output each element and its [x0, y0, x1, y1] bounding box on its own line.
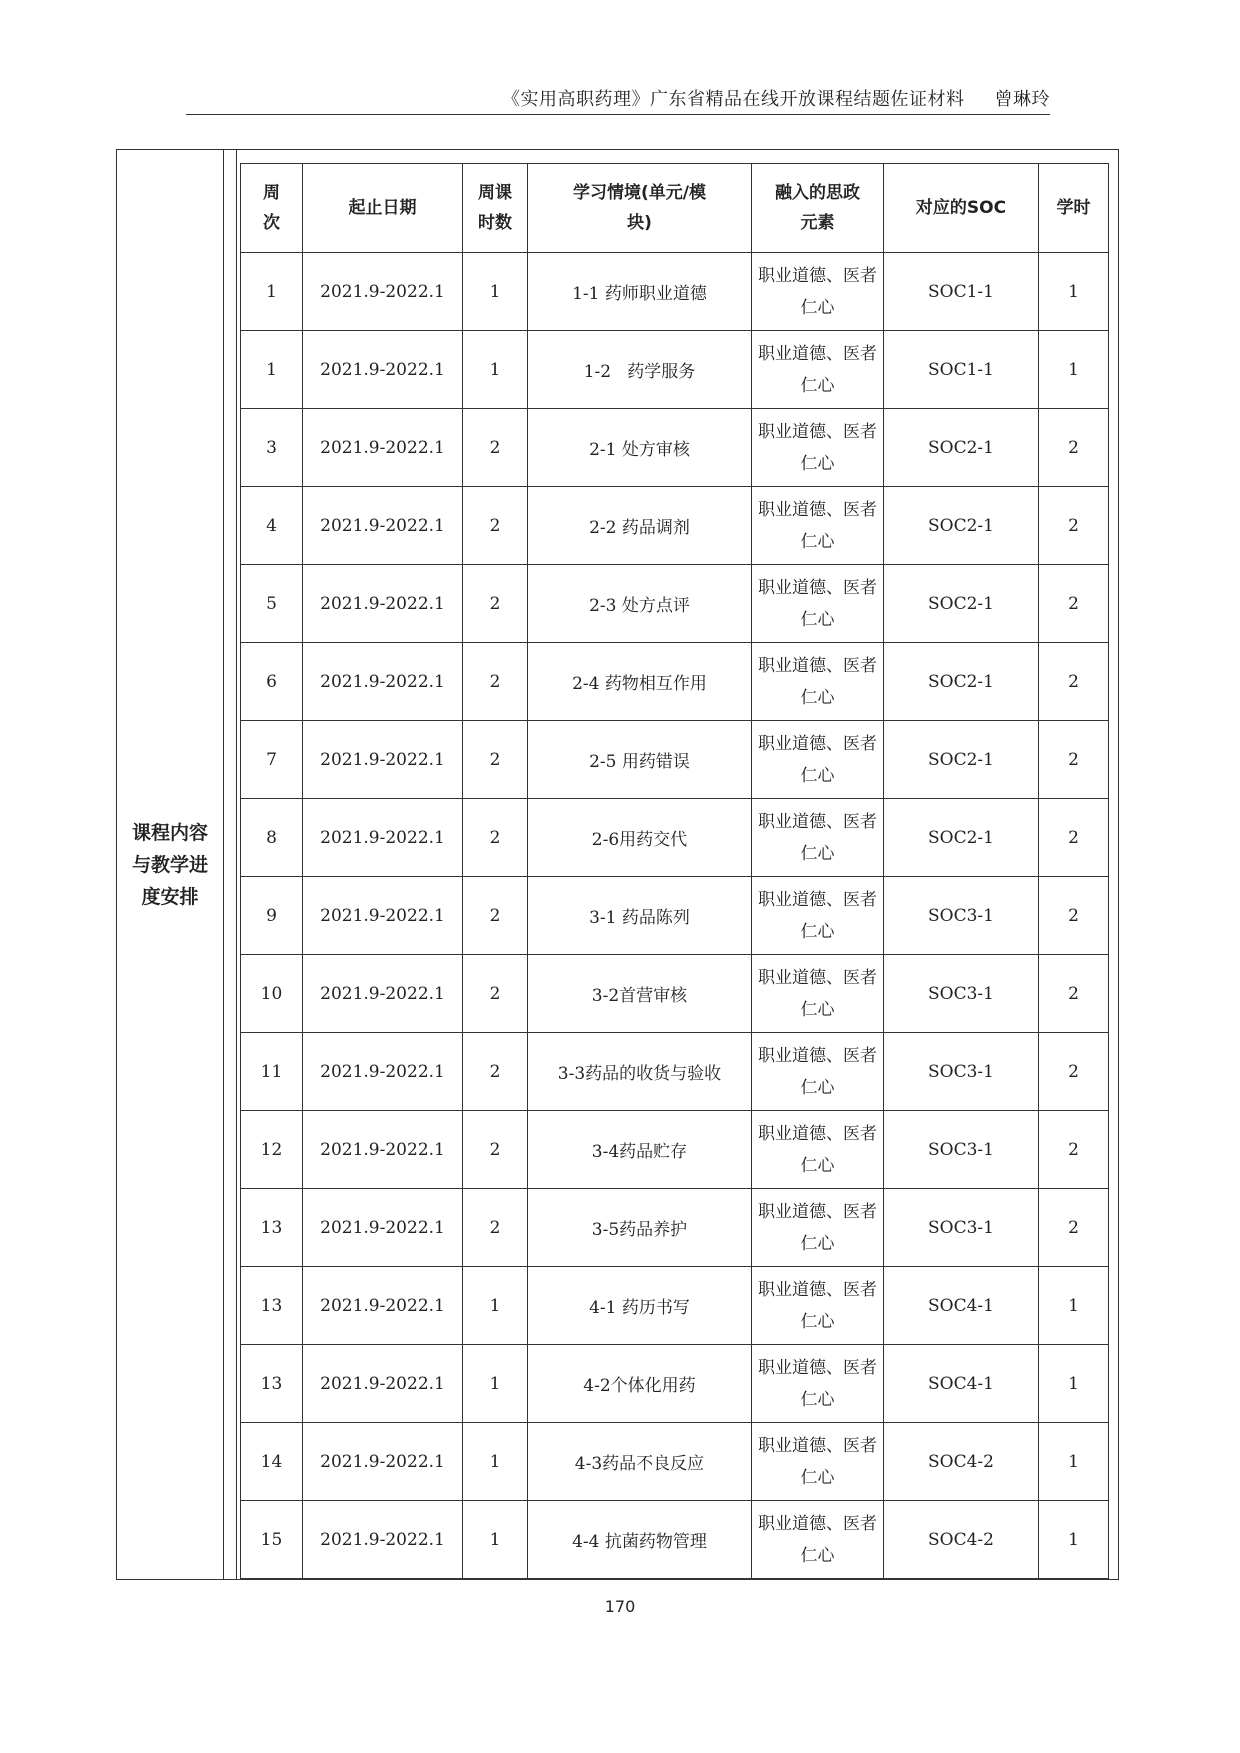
soc-cell: SOC2-1: [884, 409, 1039, 487]
weekly-hours-cell: 2: [463, 721, 528, 799]
table-row: [241, 1189, 1109, 1267]
weekly-hours-cell: 2: [463, 487, 528, 565]
col-header-week: 周次: [241, 164, 303, 253]
weekly-hours-cell: 2: [463, 565, 528, 643]
topic-cell: 2-6用药交代: [528, 799, 752, 877]
week-cell: 14: [241, 1423, 303, 1501]
topic-cell: 3-4药品贮存: [528, 1111, 752, 1189]
date-range-cell: 2021.9-2022.1: [303, 1111, 463, 1189]
date-range-cell: 2021.9-2022.1: [303, 331, 463, 409]
credit-hours-cell: 1: [1039, 331, 1109, 409]
date-range-cell: 2021.9-2022.1: [303, 721, 463, 799]
table-row: [241, 1267, 1109, 1345]
ideology-cell: 职业道德、医者仁心: [752, 1423, 884, 1501]
section-label: 课程内容与教学进度安排: [131, 821, 208, 908]
credit-hours-cell: 2: [1039, 409, 1109, 487]
soc-cell: SOC4-1: [884, 1345, 1039, 1423]
weekly-hours-cell: 2: [463, 799, 528, 877]
table-row: [241, 799, 1109, 877]
topic-cell: 2-3 处方点评: [528, 565, 752, 643]
date-range-cell: 2021.9-2022.1: [303, 799, 463, 877]
week-cell: 12: [241, 1111, 303, 1189]
soc-cell: SOC1-1: [884, 331, 1039, 409]
credit-hours-cell: 2: [1039, 877, 1109, 955]
date-range-cell: 2021.9-2022.1: [303, 1501, 463, 1579]
soc-cell: SOC2-1: [884, 799, 1039, 877]
week-cell: 11: [241, 1033, 303, 1111]
date-range-cell: 2021.9-2022.1: [303, 409, 463, 487]
table-row: [241, 877, 1109, 955]
date-range-cell: 2021.9-2022.1: [303, 253, 463, 331]
topic-cell: 1-2 药学服务: [528, 331, 752, 409]
table-body: [241, 253, 1109, 1579]
col-header-ideology-elements: 融入的思政元素: [752, 164, 884, 253]
credit-hours-cell: 2: [1039, 955, 1109, 1033]
table-row: [241, 1111, 1109, 1189]
section-label-cell: [117, 150, 224, 1579]
topic-cell: 3-1 药品陈列: [528, 877, 752, 955]
soc-cell: SOC2-1: [884, 721, 1039, 799]
credit-hours-cell: 2: [1039, 643, 1109, 721]
page-number: 170: [604, 1597, 636, 1616]
credit-hours-cell: 1: [1039, 1501, 1109, 1579]
weekly-hours-cell: 2: [463, 877, 528, 955]
ideology-cell: 职业道德、医者仁心: [752, 331, 884, 409]
ideology-cell: 职业道德、医者仁心: [752, 409, 884, 487]
table-row: [241, 643, 1109, 721]
weekly-hours-cell: 2: [463, 1189, 528, 1267]
weekly-hours-cell: 2: [463, 409, 528, 487]
topic-cell: 4-2个体化用药: [528, 1345, 752, 1423]
ideology-cell: 职业道德、医者仁心: [752, 1501, 884, 1579]
content-frame: [116, 149, 1119, 1580]
week-cell: 3: [241, 409, 303, 487]
col-header-dates: 起止日期: [303, 164, 463, 253]
credit-hours-cell: 2: [1039, 799, 1109, 877]
table-row: [241, 1033, 1109, 1111]
date-range-cell: 2021.9-2022.1: [303, 1033, 463, 1111]
weekly-hours-cell: 1: [463, 1267, 528, 1345]
date-range-cell: 2021.9-2022.1: [303, 1189, 463, 1267]
weekly-hours-cell: 2: [463, 1033, 528, 1111]
author-name: 曾琳玲: [994, 89, 1050, 110]
table-row: [241, 409, 1109, 487]
topic-cell: 2-4 药物相互作用: [528, 643, 752, 721]
credit-hours-cell: 1: [1039, 1345, 1109, 1423]
soc-cell: SOC4-1: [884, 1267, 1039, 1345]
date-range-cell: 2021.9-2022.1: [303, 1345, 463, 1423]
week-cell: 1: [241, 253, 303, 331]
credit-hours-cell: 2: [1039, 1111, 1109, 1189]
topic-cell: 3-3药品的收货与验收: [528, 1033, 752, 1111]
page-header: [186, 86, 1050, 114]
col-header-weekly-hours: 周课时数: [463, 164, 528, 253]
schedule-table: [240, 163, 1109, 1579]
topic-cell: 2-2 药品调剂: [528, 487, 752, 565]
week-cell: 4: [241, 487, 303, 565]
ideology-cell: 职业道德、医者仁心: [752, 1033, 884, 1111]
topic-cell: 4-4 抗菌药物管理: [528, 1501, 752, 1579]
ideology-cell: 职业道德、医者仁心: [752, 253, 884, 331]
inner-border: [236, 150, 237, 1579]
ideology-cell: 职业道德、医者仁心: [752, 565, 884, 643]
credit-hours-cell: 1: [1039, 1267, 1109, 1345]
table-row: [241, 1345, 1109, 1423]
table-row: [241, 1501, 1109, 1579]
ideology-cell: 职业道德、医者仁心: [752, 1189, 884, 1267]
week-cell: 10: [241, 955, 303, 1033]
weekly-hours-cell: 1: [463, 1345, 528, 1423]
date-range-cell: 2021.9-2022.1: [303, 877, 463, 955]
soc-cell: SOC2-1: [884, 643, 1039, 721]
credit-hours-cell: 2: [1039, 721, 1109, 799]
header-row: [241, 164, 1109, 253]
week-cell: 5: [241, 565, 303, 643]
weekly-hours-cell: 2: [463, 643, 528, 721]
week-cell: 13: [241, 1267, 303, 1345]
table-row: [241, 955, 1109, 1033]
ideology-cell: 职业道德、医者仁心: [752, 955, 884, 1033]
date-range-cell: 2021.9-2022.1: [303, 565, 463, 643]
topic-cell: 3-5药品养护: [528, 1189, 752, 1267]
date-range-cell: 2021.9-2022.1: [303, 1267, 463, 1345]
topic-cell: 1-1 药师职业道德: [528, 253, 752, 331]
table-row: [241, 565, 1109, 643]
weekly-hours-cell: 1: [463, 253, 528, 331]
soc-cell: SOC4-2: [884, 1423, 1039, 1501]
header-rule: [186, 114, 1050, 115]
credit-hours-cell: 2: [1039, 565, 1109, 643]
soc-cell: SOC3-1: [884, 1189, 1039, 1267]
weekly-hours-cell: 2: [463, 1111, 528, 1189]
ideology-cell: 职业道德、医者仁心: [752, 1345, 884, 1423]
col-header-learning-context: 学习情境(单元/模块): [528, 164, 752, 253]
topic-cell: 2-5 用药错误: [528, 721, 752, 799]
document-title: 《实用高职药理》广东省精品在线开放课程结题佐证材料: [502, 89, 965, 110]
ideology-cell: 职业道德、医者仁心: [752, 1267, 884, 1345]
weekly-hours-cell: 2: [463, 955, 528, 1033]
soc-cell: SOC4-2: [884, 1501, 1039, 1579]
ideology-cell: 职业道德、医者仁心: [752, 721, 884, 799]
soc-cell: SOC3-1: [884, 955, 1039, 1033]
week-cell: 9: [241, 877, 303, 955]
soc-cell: SOC3-1: [884, 877, 1039, 955]
col-header-credit-hours: 学时: [1039, 164, 1109, 253]
table-row: [241, 487, 1109, 565]
col-header-soc: 对应的SOC: [884, 164, 1039, 253]
credit-hours-cell: 2: [1039, 1189, 1109, 1267]
soc-cell: SOC3-1: [884, 1111, 1039, 1189]
date-range-cell: 2021.9-2022.1: [303, 487, 463, 565]
table-row: [241, 1423, 1109, 1501]
ideology-cell: 职业道德、医者仁心: [752, 487, 884, 565]
ideology-cell: 职业道德、医者仁心: [752, 877, 884, 955]
weekly-hours-cell: 1: [463, 1501, 528, 1579]
ideology-cell: 职业道德、医者仁心: [752, 1111, 884, 1189]
week-cell: 13: [241, 1345, 303, 1423]
soc-cell: SOC2-1: [884, 565, 1039, 643]
soc-cell: SOC1-1: [884, 253, 1039, 331]
credit-hours-cell: 1: [1039, 1423, 1109, 1501]
ideology-cell: 职业道德、医者仁心: [752, 799, 884, 877]
week-cell: 7: [241, 721, 303, 799]
date-range-cell: 2021.9-2022.1: [303, 643, 463, 721]
soc-cell: SOC3-1: [884, 1033, 1039, 1111]
credit-hours-cell: 2: [1039, 1033, 1109, 1111]
credit-hours-cell: 1: [1039, 253, 1109, 331]
table-row: [241, 721, 1109, 799]
topic-cell: 2-1 处方审核: [528, 409, 752, 487]
week-cell: 8: [241, 799, 303, 877]
credit-hours-cell: 2: [1039, 487, 1109, 565]
week-cell: 13: [241, 1189, 303, 1267]
soc-cell: SOC2-1: [884, 487, 1039, 565]
table-row: [241, 253, 1109, 331]
week-cell: 1: [241, 331, 303, 409]
ideology-cell: 职业道德、医者仁心: [752, 643, 884, 721]
date-range-cell: 2021.9-2022.1: [303, 955, 463, 1033]
table-row: [241, 331, 1109, 409]
topic-cell: 4-3药品不良反应: [528, 1423, 752, 1501]
weekly-hours-cell: 1: [463, 331, 528, 409]
date-range-cell: 2021.9-2022.1: [303, 1423, 463, 1501]
weekly-hours-cell: 1: [463, 1423, 528, 1501]
week-cell: 15: [241, 1501, 303, 1579]
topic-cell: 3-2首营审核: [528, 955, 752, 1033]
week-cell: 6: [241, 643, 303, 721]
topic-cell: 4-1 药历书写: [528, 1267, 752, 1345]
